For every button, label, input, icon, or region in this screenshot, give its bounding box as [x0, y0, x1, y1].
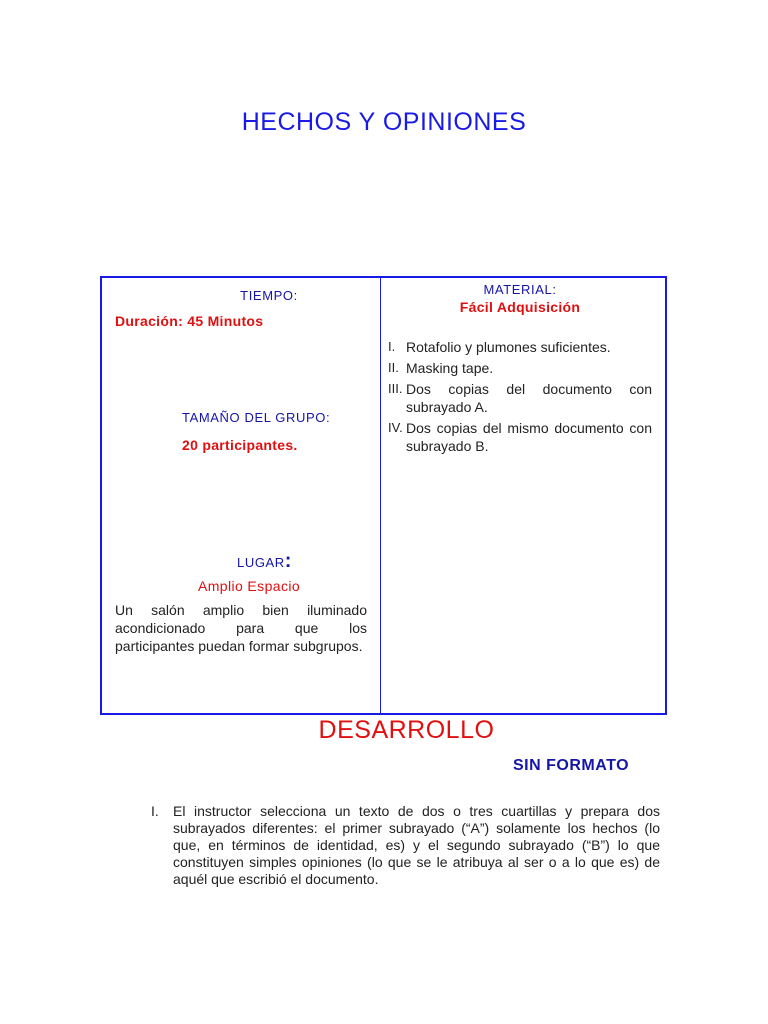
list-item-text: Dos copias del documento con subrayado A.	[406, 381, 652, 415]
list-item	[388, 359, 652, 377]
lugar-subtitle: Amplio Espacio	[197, 578, 301, 594]
list-item-number: III.	[388, 381, 403, 396]
list-item	[145, 803, 660, 888]
lugar-heading-text: LUGAR	[237, 555, 285, 570]
material-subtitle: Fácil Adquisición	[459, 299, 581, 315]
list-item-text: Masking tape.	[406, 360, 494, 376]
material-heading-text: MATERIAL	[483, 282, 553, 297]
list-item-number: I.	[388, 339, 396, 354]
material-heading	[388, 282, 652, 297]
list-item	[388, 419, 652, 455]
tiempo-heading: TIEMPO:	[240, 288, 298, 303]
duracion-value: Duración: 45 Minutos	[115, 313, 264, 329]
tamano-value: 20 participantes.	[182, 437, 298, 453]
lugar-heading-colon: :	[284, 550, 293, 572]
list-item-number: IV.	[388, 420, 403, 435]
info-box	[100, 276, 667, 715]
list-item-number: II.	[388, 360, 399, 375]
desarrollo-list	[145, 803, 660, 888]
page-title: HECHOS Y OPINIONES	[241, 108, 527, 136]
material-heading-colon: :	[552, 282, 557, 297]
column-divider	[380, 278, 381, 713]
list-item-text: Rotafolio y plumones suficientes.	[406, 339, 611, 355]
lugar-heading	[237, 550, 292, 573]
list-item-text: El instructor selecciona un texto de dos o tres cuartillas y prepara dos subrayados diferentes: el primer subrayado (“A”) solamente los hechos (lo que, en términos de identidad, es) y el segundo subrayado (“B”) lo que constituyen simples opiniones (lo que se le atribuya al ser o a lo que es) de aquél que escribió el documento.	[173, 803, 660, 887]
tamano-heading: TAMAÑO DEL GRUPO:	[182, 410, 331, 425]
list-item-number: I.	[151, 803, 159, 819]
list-item	[388, 380, 652, 416]
sin-formato-subheading: SIN FORMATO	[513, 757, 630, 774]
material-list	[388, 338, 652, 458]
desarrollo-heading: DESARROLLO	[318, 716, 495, 744]
lugar-description: Un salón amplio bien iluminado acondicionado para que los participantes puedan formar subgrupos.	[115, 602, 367, 654]
list-item-text: Dos copias del mismo documento con subrayado B.	[406, 420, 652, 454]
list-item	[388, 338, 652, 356]
